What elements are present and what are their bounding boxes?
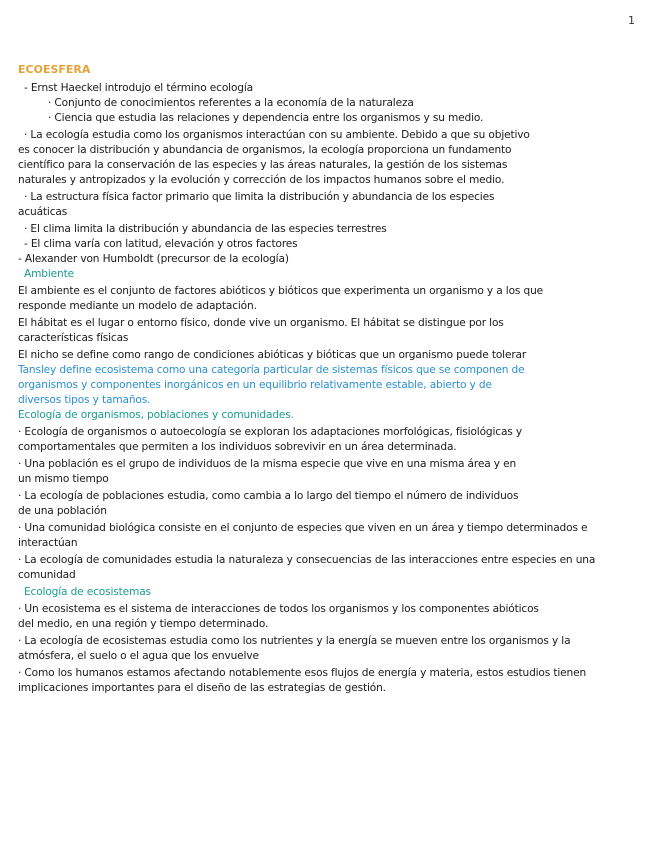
note-line: un mismo tiempo: [18, 473, 109, 485]
note-line: acuáticas: [18, 206, 68, 218]
section-heading-ambiente: Ambiente: [24, 268, 74, 280]
note-line: · La ecología de poblaciones estudia, como cambia a lo largo del tiempo el número de individuos: [18, 490, 519, 502]
note-line: · Como los humanos estamos afectando notablemente esos flujos de energía y materia, estos estudios tienen: [18, 667, 587, 679]
note-line: · La ecología de ecosistemas estudia como los nutrientes y la energía se mueven entre los organismos y la: [18, 635, 571, 647]
note-line: - Alexander von Humboldt (precursor de la ecología): [18, 253, 289, 265]
note-line: de una población: [18, 505, 107, 517]
highlight-line: organismos y componentes inorgánicos en un equilibrio relativamente estable, abierto y de: [18, 379, 492, 391]
note-line: · Un ecosistema es el sistema de interacciones de todos los organismos y los componentes abióticos: [18, 603, 539, 615]
note-line: comportamentales que permiten a los individuos sobrevivir en un área determinada.: [18, 441, 457, 453]
note-line: · La ecología estudia como los organismos interactúan con su ambiente. Debido a que su objetivo: [24, 129, 530, 141]
highlight-line: Tansley define ecosistema como una categoría particular de sistemas físicos que se componen de: [18, 364, 525, 376]
note-line: características físicas: [18, 332, 129, 344]
note-line: interactúan: [18, 537, 78, 549]
note-line: · La ecología de comunidades estudia la naturaleza y consecuencias de las interacciones entre especies en una: [18, 554, 596, 566]
note-line: del medio, en una región y tiempo determinado.: [18, 618, 269, 630]
note-line: - Ernst Haeckel introdujo el término ecología: [24, 82, 253, 94]
page-title: ECOESFERA: [18, 63, 91, 76]
note-line: El nicho se define como rango de condiciones abióticas y bióticas que un organismo puede tolerar: [18, 349, 527, 361]
section-heading-ecosistemas: Ecología de ecosistemas: [24, 586, 151, 598]
highlight-line: diversos tipos y tamaños.: [18, 394, 151, 406]
note-line: El ambiente es el conjunto de factores abióticos y bióticos que experimenta un organismo y a los que: [18, 285, 544, 297]
section-heading-organismos: Ecología de organismos, poblaciones y comunidades.: [18, 409, 294, 421]
note-line: - El clima varía con latitud, elevación y otros factores: [24, 238, 298, 250]
note-line: es conocer la distribución y abundancia de organismos, la ecología proporciona un fundamento: [18, 144, 512, 156]
note-line: · El clima limita la distribución y abundancia de las especies terrestres: [24, 223, 387, 235]
page-number: 1: [628, 14, 635, 27]
note-line: · Ecología de organismos o autoecología se exploran los adaptaciones morfológicas, fisiológicas y: [18, 426, 522, 438]
notes-body: [18, 62, 638, 696]
note-line: responde mediante un modelo de adaptación.: [18, 300, 257, 312]
note-line: implicaciones importantes para el diseño de las estrategias de gestión.: [18, 682, 386, 694]
note-line: · Conjunto de conocimientos referentes a la economía de la naturaleza: [48, 97, 414, 109]
note-line: · Ciencia que estudia las relaciones y dependencia entre los organismos y su medio.: [48, 112, 484, 124]
note-line: El hábitat es el lugar o entorno físico, donde vive un organismo. El hábitat se distingue por los: [18, 317, 504, 329]
note-line: naturales y antropizados y la evolución y corrección de los impactos humanos sobre el medio.: [18, 174, 505, 186]
note-line: atmósfera, el suelo o el agua que los envuelve: [18, 650, 259, 662]
note-line: científico para la conservación de las especies y las áreas naturales, la gestión de los sistemas: [18, 159, 508, 171]
note-line: · La estructura física factor primario que limita la distribución y abundancia de los especies: [24, 191, 495, 203]
note-line: · Una población es el grupo de individuos de la misma especie que vive en una misma área y en: [18, 458, 517, 470]
note-line: · Una comunidad biológica consiste en el conjunto de especies que viven en un área y tiempo determinados e: [18, 522, 588, 534]
note-line: comunidad: [18, 569, 76, 581]
